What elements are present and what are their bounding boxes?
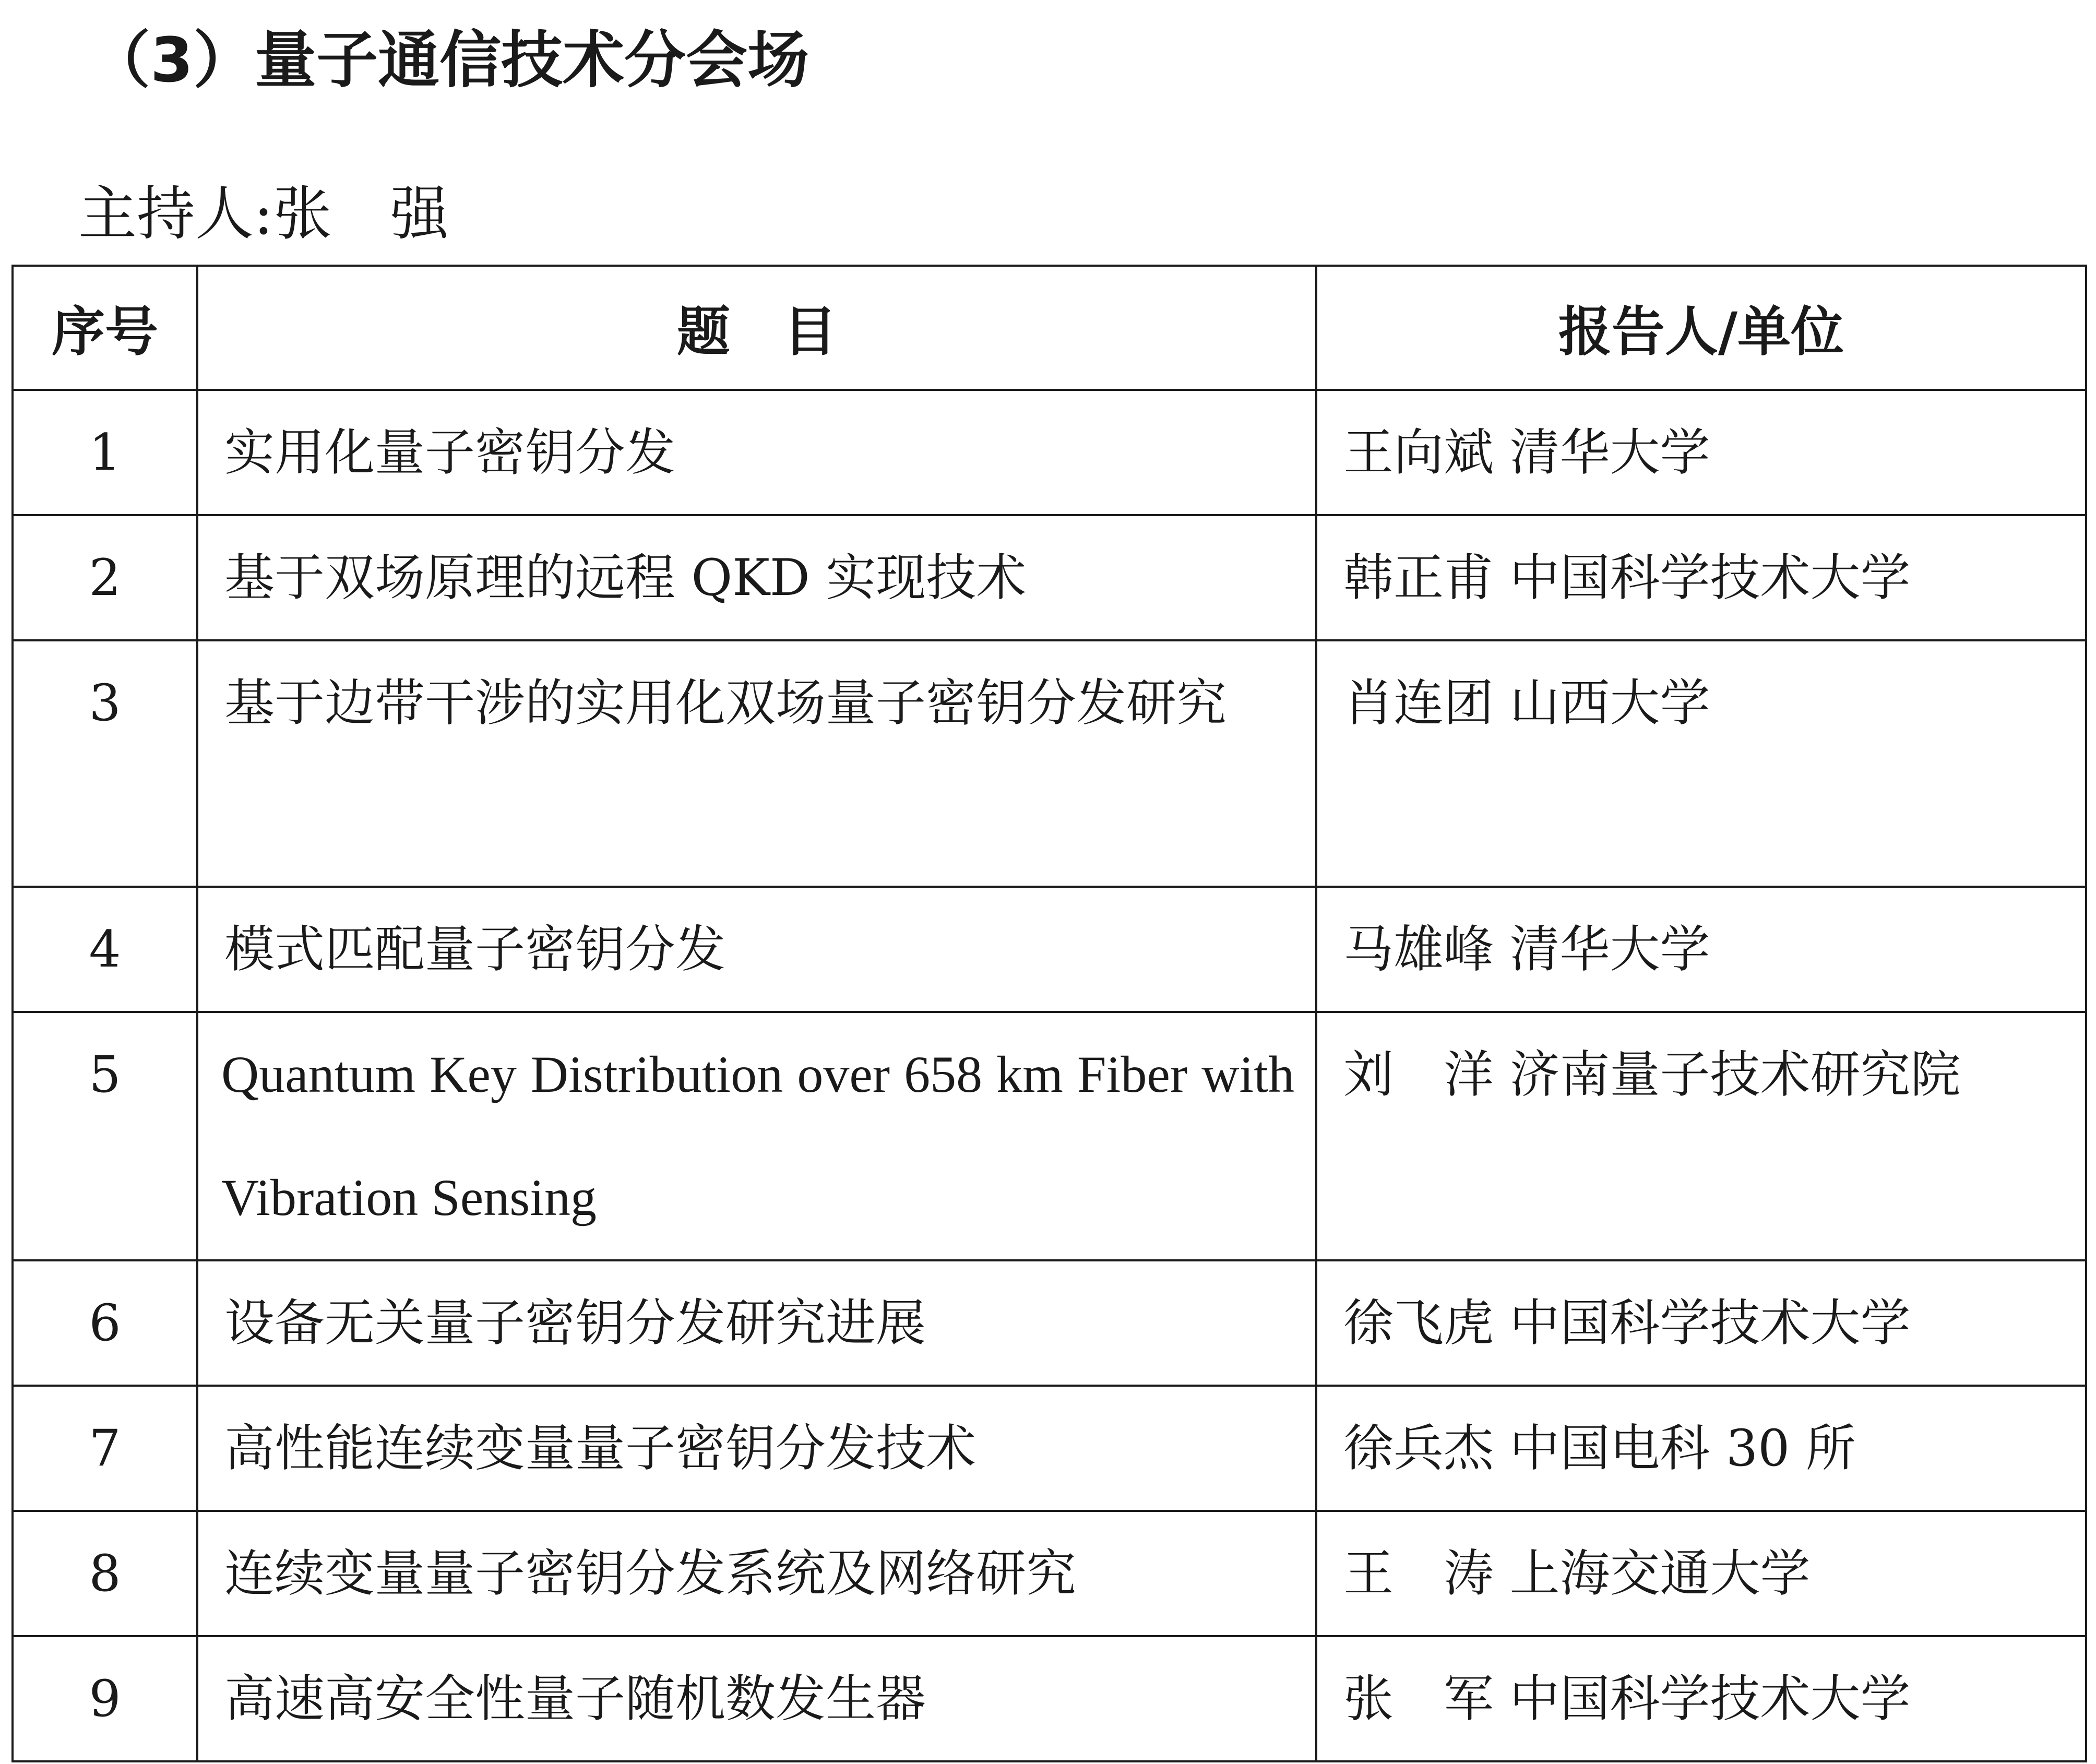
- table-row: [13, 640, 2086, 887]
- header-title: 题 目: [197, 266, 1316, 390]
- row-title: 高速高安全性量子随机数发生器: [197, 1636, 1316, 1761]
- agenda-table: [11, 265, 2087, 1762]
- row-speaker: 马雄峰 清华大学: [1316, 887, 2086, 1012]
- row-speaker: 徐飞虎 中国科学技术大学: [1316, 1260, 2086, 1386]
- row-title: 基于边带干涉的实用化双场量子密钥分发研究: [197, 640, 1316, 887]
- row-index: 8: [13, 1511, 197, 1636]
- row-title: 基于双场原理的远程 QKD 实现技术: [197, 515, 1316, 640]
- row-speaker: 徐兵杰 中国电科 30 所: [1316, 1386, 2086, 1511]
- header-speaker: 报告人/单位: [1316, 266, 2086, 390]
- row-speaker: 王 涛 上海交通大学: [1316, 1511, 2086, 1636]
- table-row: [13, 1636, 2086, 1761]
- section-title: （3）量子通信技术分会场: [89, 24, 809, 96]
- row-index: 2: [13, 515, 197, 640]
- table-row: [13, 515, 2086, 640]
- row-speaker: 刘 洋 济南量子技术研究院: [1316, 1012, 2086, 1260]
- row-title: 实用化量子密钥分发: [197, 390, 1316, 515]
- table-row: [13, 1012, 2086, 1260]
- row-index: 5: [13, 1012, 197, 1260]
- row-index: 4: [13, 887, 197, 1012]
- row-speaker: 王向斌 清华大学: [1316, 390, 2086, 515]
- row-title: 设备无关量子密钥分发研究进展: [197, 1260, 1316, 1386]
- table-header-row: [13, 266, 2086, 390]
- row-speaker: 韩正甫 中国科学技术大学: [1316, 515, 2086, 640]
- row-title: 高性能连续变量量子密钥分发技术: [197, 1386, 1316, 1511]
- row-index: 6: [13, 1260, 197, 1386]
- row-speaker: 肖连团 山西大学: [1316, 640, 2086, 887]
- header-index: 序号: [13, 266, 197, 390]
- row-index: 3: [13, 640, 197, 887]
- row-title: Quantum Key Distribution over 658 km Fiber with Vibration Sensing: [197, 1012, 1316, 1260]
- row-index: 7: [13, 1386, 197, 1511]
- row-index: 9: [13, 1636, 197, 1761]
- row-speaker: 张 军 中国科学技术大学: [1316, 1636, 2086, 1761]
- row-title: 连续变量量子密钥分发系统及网络研究: [197, 1511, 1316, 1636]
- table-row: [13, 390, 2086, 515]
- row-title: 模式匹配量子密钥分发: [197, 887, 1316, 1012]
- table-row: [13, 887, 2086, 1012]
- table-row: [13, 1386, 2086, 1511]
- table-row: [13, 1511, 2086, 1636]
- row-index: 1: [13, 390, 197, 515]
- table-row: [13, 1260, 2086, 1386]
- host-line: 主持人:张 强: [78, 180, 449, 248]
